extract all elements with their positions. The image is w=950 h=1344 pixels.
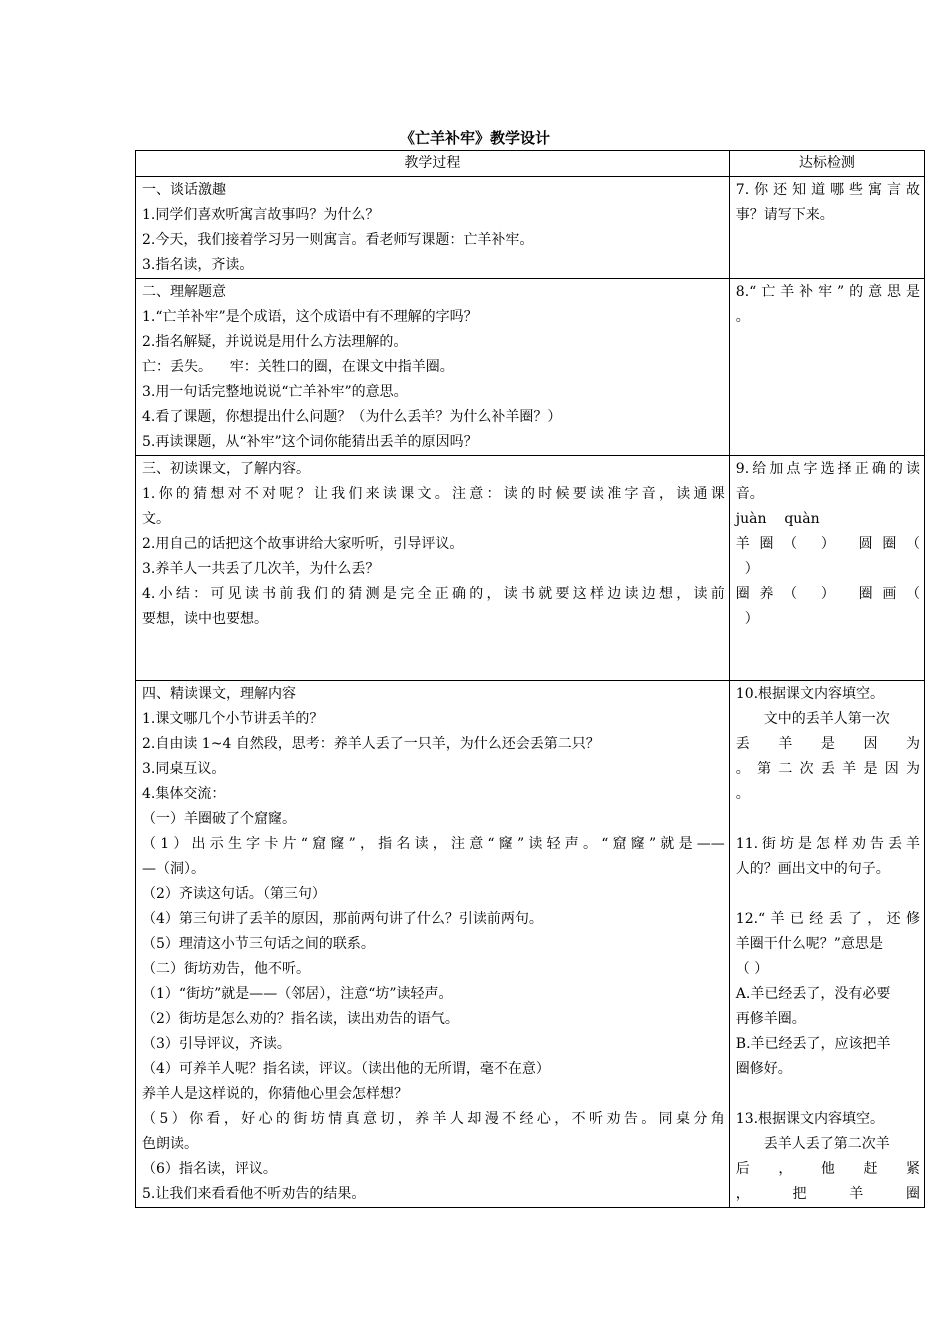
header-assessment: 达标检测 (729, 151, 924, 177)
process-text: 5.让我们来看看他不听劝告的结果。 (142, 1186, 366, 1202)
process-text: （一）羊圈破了个窟窿。 (142, 811, 296, 827)
process-text: 色朗读。 (142, 1136, 198, 1152)
table-row (136, 681, 925, 1208)
assessment-text: ） (735, 611, 759, 627)
process-text: （3）引导评议，齐读。 (142, 1036, 291, 1052)
process-text: （2）街坊是怎么劝的？指名读，读出劝告的语气。 (142, 1011, 459, 1027)
assessment-text: 圈养（ ） 圈画（ (735, 586, 920, 602)
assessment-text: ， 把 羊 圈 (735, 1186, 920, 1202)
process-text: 1.你的猜想对不对呢？让我们来读课文。注意：读的时候要读准字音，读通课 (142, 486, 725, 502)
process-text: 2.自由读 1~4 自然段，思考：养羊人丢了一只羊，为什么还会丢第二只？ (142, 736, 600, 752)
process-text: （4）第三句讲了丢羊的原因，那前两句讲了什么？引读前两句。 (142, 911, 543, 927)
process-cell-3 (136, 456, 730, 681)
assessment-text: 9.给加点字选择正确的读 (735, 461, 920, 477)
table-row (136, 279, 925, 456)
assessment-text (736, 807, 920, 832)
process-text: 3.养羊人一共丢了几次羊，为什么丢？ (142, 561, 380, 577)
process-text: 2.用自己的话把这个故事讲给大家听听，引导评议。 (142, 536, 464, 552)
process-text: （5）理清这小节三句话之间的联系。 (142, 936, 375, 952)
assessment-cell-2 (729, 279, 924, 456)
assessment-cell-1 (729, 177, 924, 279)
process-text: 一、谈话激趣 (142, 182, 226, 198)
table-row (136, 177, 925, 279)
assessment-text: 。第二次丢羊是因为 (735, 761, 920, 777)
process-text: （2）齐读这句话。（第三句） (142, 886, 326, 902)
process-text: 3.用一句话完整地说说“亡羊补牢”的意思。 (142, 384, 408, 400)
assessment-text: 圈修好。 (735, 1061, 792, 1077)
assessment-cell-4 (729, 681, 924, 1208)
assessment-text: 11.街坊是怎样劝告丢羊 (735, 836, 920, 852)
process-text: 四、精读课文，理解内容 (142, 686, 296, 702)
table-row (136, 456, 925, 681)
assessment-text: 羊圈干什么呢？”意思是 (735, 936, 883, 952)
process-text: 2.指名解疑，并说说是用什么方法理解的。 (142, 334, 408, 350)
table-header-row (136, 151, 925, 177)
assessment-text: 再修羊圈。 (735, 1011, 806, 1027)
process-text: 三、初读课文，了解内容。 (142, 461, 310, 477)
assessment-text: 12.“羊已经丢了，还修 (735, 911, 920, 927)
process-text: 1.“亡羊补牢”是个成语，这个成语中有不理解的字吗？ (142, 309, 478, 325)
assessment-text: 音。 (735, 486, 764, 502)
assessment-text: ） (735, 561, 759, 577)
process-text: 亡：丢失。 牢：关牲口的圈，在课文中指羊圈。 (142, 359, 454, 375)
document-title: 《亡羊补牢》教学设计 (399, 129, 550, 147)
header-teaching-process: 教学过程 (136, 151, 730, 177)
assessment-text: 8.“亡羊补牢”的意思是 (735, 284, 920, 300)
process-text: （4）可养羊人呢？指名读，评议。（读出他的无所谓，毫不在意） (142, 1061, 550, 1077)
assessment-cell-3 (729, 456, 924, 681)
assessment-text: 丢羊人丢了第二次羊 (763, 1136, 890, 1152)
process-text: 1.同学们喜欢听寓言故事吗？为什么？ (142, 207, 380, 223)
assessment-text: 10.根据课文内容填空。 (735, 686, 885, 702)
process-text: 3.指名读，齐读。 (142, 257, 254, 273)
assessment-text: 事？请写下来。 (735, 207, 834, 223)
assessment-text: A.羊已经丢了，没有必要 (735, 986, 891, 1002)
process-text: —（洞）。 (142, 861, 205, 877)
assessment-text: 13.根据课文内容填空。 (735, 1111, 885, 1127)
assessment-text: 后 ， 他 赶 紧 (735, 1161, 920, 1177)
process-text: 二、理解题意 (142, 284, 226, 300)
process-text: （1）出示生字卡片“窟窿”，指名读，注意“窿”读轻声。“窟窿”就是—— (142, 836, 725, 852)
process-text: 4.小结：可见读书前我们的猜测是完全正确的，读书就要这样边读边想，读前 (142, 586, 725, 602)
process-text: 4.看了课题，你想提出什么问题？（为什么丢羊？为什么补羊圈？） (142, 409, 562, 425)
assessment-text: 羊圈（ ） 圆圈（ (735, 536, 920, 552)
assessment-text: 。 (735, 309, 750, 325)
process-text: （二）街坊劝告，他不听。 (142, 961, 310, 977)
pinyin-label: juàn quàn (735, 511, 820, 527)
assessment-text (736, 1082, 920, 1107)
process-text: （6）指名读，评议。 (142, 1161, 277, 1177)
process-text: 养羊人是这样说的，你猜他心里会怎样想？ (142, 1086, 408, 1102)
process-text: 2.今天，我们接着学习另一则寓言。看老师写课题：亡羊补牢。 (142, 232, 534, 248)
process-text: 4.集体交流： (142, 786, 226, 802)
assessment-text: 人的？画出文中的句子。 (735, 861, 890, 877)
process-cell-1 (136, 177, 730, 279)
assessment-text: 7.你还知道哪些寓言故 (735, 182, 920, 198)
process-text: 要想，读中也要想。 (142, 611, 268, 627)
assessment-text: 。 (735, 786, 750, 802)
process-text: 5.再读课题，从“补牢”这个词你能猜出丢羊的原因吗？ (142, 434, 478, 450)
assessment-text: （ ） (735, 961, 769, 977)
process-cell-4 (136, 681, 730, 1208)
process-cell-2 (136, 279, 730, 456)
process-text: 3.同桌互议。 (142, 761, 226, 777)
assessment-text: 文中的丢羊人第一次 (763, 711, 890, 727)
assessment-text: 丢 羊 是 因 为 (735, 736, 920, 752)
process-text: 文。 (142, 511, 170, 527)
process-text: 1.课文哪几个小节讲丢羊的？ (142, 711, 324, 727)
assessment-text (736, 882, 920, 907)
lesson-plan-table (135, 150, 925, 1208)
assessment-text: B.羊已经丢了，应该把羊 (735, 1036, 891, 1052)
process-text: （1）“街坊”就是——（邻居），注意“坊”读轻声。 (142, 986, 453, 1002)
process-text: （5）你看，好心的街坊情真意切，养羊人却漫不经心，不听劝告。同桌分角 (142, 1111, 725, 1127)
